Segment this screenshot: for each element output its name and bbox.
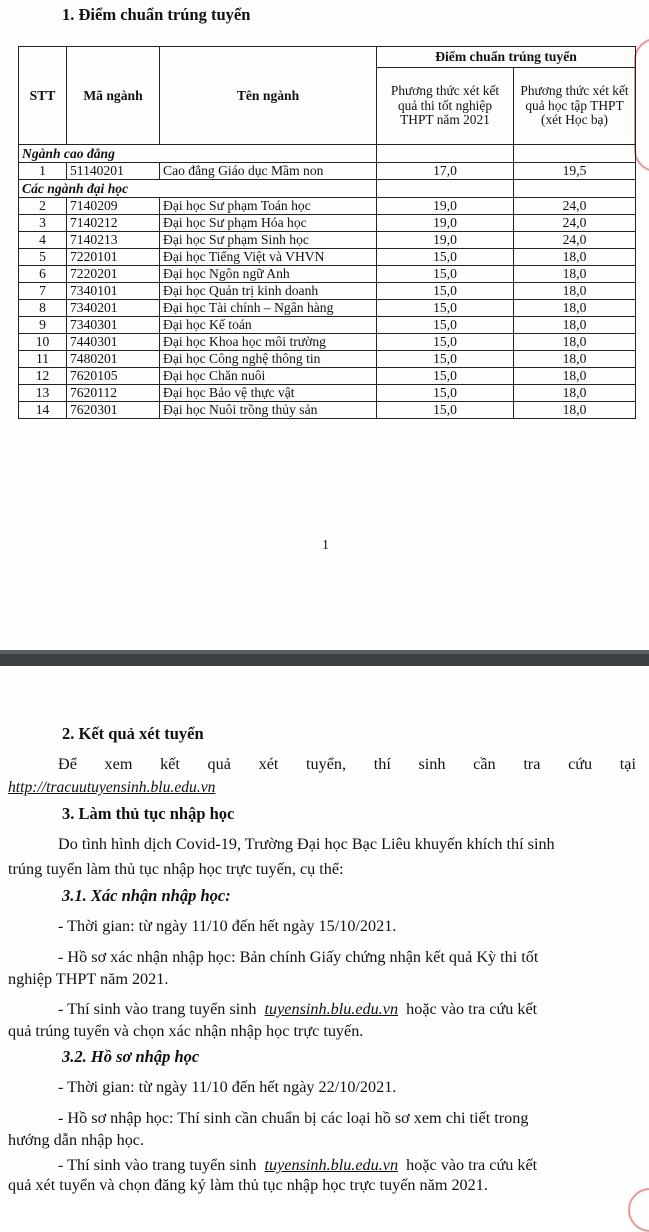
cell-code: 7620105 xyxy=(67,368,160,385)
cell-stt: 3 xyxy=(19,215,67,232)
subsection-3-2-visit-line2: quả xét tuyển và chọn đăng ký làm thủ tục nhập học trực tuyến năm 2021. xyxy=(8,1176,488,1194)
page-number: 1 xyxy=(322,538,329,553)
cell-code: 7480201 xyxy=(67,351,160,368)
empty-cell xyxy=(514,180,636,198)
table-row xyxy=(19,334,636,351)
paragraph-word: cần xyxy=(473,755,496,773)
cell-score-transcript: 24,0 xyxy=(514,215,636,232)
table-row xyxy=(19,317,636,334)
cell-code: 7140209 xyxy=(67,198,160,215)
cell-score-transcript: 19,5 xyxy=(514,163,636,180)
col-header-method-transcript: Phương thức xét kết quả học tập THPT (xét Học bạ) xyxy=(514,68,636,145)
cell-code: 7140213 xyxy=(67,232,160,249)
cell-name: Đại học Nuôi trồng thủy sản xyxy=(160,402,377,419)
subsection-3-2-time: - Thời gian: từ ngày 11/10 đến hết ngày 22/10/2021. xyxy=(58,1078,397,1096)
subsection-3-2-heading: 3.2. Hồ sơ nhập học xyxy=(62,1047,200,1066)
cell-stt: 1 xyxy=(19,163,67,180)
page-separator xyxy=(0,650,649,666)
cell-score-transcript: 18,0 xyxy=(514,368,636,385)
subsection-3-2-docs-line1: - Hồ sơ nhập học: Thí sinh cần chuẩn bị các loại hồ sơ xem chi tiết trong xyxy=(58,1109,529,1127)
section-2-heading: 2. Kết quả xét tuyển xyxy=(62,724,204,743)
cell-stt: 9 xyxy=(19,317,67,334)
paragraph-word: xem xyxy=(104,755,133,773)
cell-score-exam: 19,0 xyxy=(377,215,514,232)
paragraph-word: xét xyxy=(258,755,279,773)
cell-name: Đại học Ngôn ngữ Anh xyxy=(160,266,377,283)
cell-name: Đại học Tài chính – Ngân hàng xyxy=(160,300,377,317)
table-row xyxy=(19,198,636,215)
group-row xyxy=(19,145,636,163)
admission-site-link[interactable]: tuyensinh.blu.edu.vn xyxy=(264,1000,399,1018)
cell-score-exam: 15,0 xyxy=(377,266,514,283)
table-row xyxy=(19,300,636,317)
table-row xyxy=(19,385,636,402)
cell-score-exam: 15,0 xyxy=(377,368,514,385)
lookup-link[interactable]: http://tracuutuyensinh.blu.edu.vn xyxy=(8,779,216,796)
table-row xyxy=(19,351,636,368)
visit-text-pre: - Thí sinh vào trang tuyển sinh xyxy=(58,1000,257,1018)
paragraph-word: kết xyxy=(160,755,180,773)
cell-code: 7220101 xyxy=(67,249,160,266)
col-header-method-exam: Phương thức xét kết quả thi tốt nghiệp THPT năm 2021 xyxy=(377,68,514,145)
cell-stt: 11 xyxy=(19,351,67,368)
paragraph-word: thí xyxy=(373,755,391,773)
subsection-3-1-time: - Thời gian: từ ngày 11/10 đến hết ngày 15/10/2021. xyxy=(58,917,397,935)
cell-name: Đại học Bảo vệ thực vật xyxy=(160,385,377,402)
cell-score-transcript: 18,0 xyxy=(514,334,636,351)
cell-score-exam: 15,0 xyxy=(377,402,514,419)
subsection-3-1-heading: 3.1. Xác nhận nhập học: xyxy=(62,886,231,905)
cell-name: Đại học Sư phạm Sinh học xyxy=(160,232,377,249)
cell-stt: 14 xyxy=(19,402,67,419)
paragraph-word: cứu xyxy=(568,755,593,773)
cell-score-exam: 15,0 xyxy=(377,351,514,368)
cell-score-exam: 19,0 xyxy=(377,232,514,249)
cell-stt: 2 xyxy=(19,198,67,215)
paragraph-word: tra xyxy=(523,755,541,773)
col-header-stt: STT xyxy=(19,47,67,145)
table-row xyxy=(19,163,636,180)
admission-site-link[interactable]: tuyensinh.blu.edu.vn xyxy=(264,1156,399,1174)
empty-cell xyxy=(514,145,636,163)
cell-score-transcript: 18,0 xyxy=(514,317,636,334)
subsection-3-1-docs-line1: - Hồ sơ xác nhận nhập học: Bản chính Giấy chứng nhận kết quả Kỳ thi tốt xyxy=(58,948,539,966)
cell-stt: 4 xyxy=(19,232,67,249)
cell-code: 7220201 xyxy=(67,266,160,283)
col-header-name: Tên ngành xyxy=(160,47,377,145)
cell-score-transcript: 18,0 xyxy=(514,300,636,317)
section-2-paragraph-line xyxy=(58,755,636,774)
subsection-3-2-visit-line1 xyxy=(58,1156,537,1175)
cell-code: 51140201 xyxy=(67,163,160,180)
subsection-3-1-visit-line1 xyxy=(58,1000,537,1019)
cell-code: 7440301 xyxy=(67,334,160,351)
visit-text-pre: - Thí sinh vào trang tuyển sinh xyxy=(58,1156,257,1174)
admission-scores-table xyxy=(18,46,636,419)
table-row xyxy=(19,402,636,419)
cell-score-transcript: 18,0 xyxy=(514,402,636,419)
cell-code: 7620112 xyxy=(67,385,160,402)
cell-stt: 13 xyxy=(19,385,67,402)
cell-name: Đại học Công nghệ thông tin xyxy=(160,351,377,368)
group-label: Các ngành đại học xyxy=(19,180,377,198)
cell-name: Đại học Kế toán xyxy=(160,317,377,334)
cell-code: 7340101 xyxy=(67,283,160,300)
col-header-score-group: Điểm chuẩn trúng tuyển xyxy=(377,47,636,68)
table-row xyxy=(19,283,636,300)
cell-code: 7620301 xyxy=(67,402,160,419)
cell-name: Đại học Quản trị kinh doanh xyxy=(160,283,377,300)
cell-name: Đại học Khoa học môi trường xyxy=(160,334,377,351)
paragraph-word: tại xyxy=(619,755,636,773)
cell-stt: 7 xyxy=(19,283,67,300)
cell-stt: 8 xyxy=(19,300,67,317)
cell-code: 7340201 xyxy=(67,300,160,317)
cell-name: Cao đẳng Giáo dục Mầm non xyxy=(160,163,377,180)
section-1-heading: 1. Điểm chuẩn trúng tuyển xyxy=(62,5,251,24)
visit-text-post: hoặc vào tra cứu kết xyxy=(406,1156,538,1174)
cell-code: 7140212 xyxy=(67,215,160,232)
cell-score-transcript: 18,0 xyxy=(514,351,636,368)
cell-score-exam: 17,0 xyxy=(377,163,514,180)
group-row xyxy=(19,180,636,198)
cell-name: Đại học Chăn nuôi xyxy=(160,368,377,385)
table-row xyxy=(19,215,636,232)
empty-cell xyxy=(377,180,514,198)
cell-score-transcript: 18,0 xyxy=(514,283,636,300)
cell-stt: 12 xyxy=(19,368,67,385)
empty-cell xyxy=(377,145,514,163)
cell-score-exam: 19,0 xyxy=(377,198,514,215)
cell-stt: 10 xyxy=(19,334,67,351)
cell-name: Đại học Tiếng Việt và VHVN xyxy=(160,249,377,266)
section-3-heading: 3. Làm thủ tục nhập học xyxy=(62,804,235,823)
table-row xyxy=(19,368,636,385)
cell-stt: 5 xyxy=(19,249,67,266)
table-row xyxy=(19,266,636,283)
cell-score-exam: 15,0 xyxy=(377,300,514,317)
table-row xyxy=(19,232,636,249)
section-3-intro-line1: Do tình hình dịch Covid-19, Trường Đại học Bạc Liêu khuyến khích thí sinh xyxy=(58,835,555,853)
red-seal-stamp xyxy=(634,38,649,172)
document-page-2 xyxy=(0,666,649,1200)
section-3-intro-line2: trúng tuyển làm thủ tục nhập học trực tuyến, cụ thể: xyxy=(8,860,344,878)
cell-score-exam: 15,0 xyxy=(377,249,514,266)
cell-score-exam: 15,0 xyxy=(377,283,514,300)
visit-text-post: hoặc vào tra cứu kết xyxy=(406,1000,538,1018)
paragraph-word: quả xyxy=(207,755,231,773)
cell-score-exam: 15,0 xyxy=(377,334,514,351)
col-header-code: Mã ngành xyxy=(67,47,160,145)
subsection-3-1-docs-line2: nghiệp THPT năm 2021. xyxy=(8,970,169,988)
subsection-3-2-docs-line2: hướng dẫn nhập học. xyxy=(8,1131,145,1149)
cell-name: Đại học Sư phạm Hóa học xyxy=(160,215,377,232)
group-label: Ngành cao đẳng xyxy=(19,145,377,163)
subsection-3-1-visit-line2: quả trúng tuyển và chọn xác nhận nhập học trực tuyến. xyxy=(8,1022,364,1040)
cell-stt: 6 xyxy=(19,266,67,283)
paragraph-word: Để xyxy=(58,755,77,773)
paragraph-word: tuyển, xyxy=(306,755,347,773)
cell-score-transcript: 18,0 xyxy=(514,249,636,266)
cell-score-transcript: 24,0 xyxy=(514,198,636,215)
table-body xyxy=(19,145,636,419)
table-row xyxy=(19,249,636,266)
cell-score-transcript: 24,0 xyxy=(514,232,636,249)
paragraph-word: sinh xyxy=(418,755,446,773)
cell-code: 7340301 xyxy=(67,317,160,334)
cell-score-transcript: 18,0 xyxy=(514,385,636,402)
cell-score-exam: 15,0 xyxy=(377,317,514,334)
cell-score-exam: 15,0 xyxy=(377,385,514,402)
cell-name: Đại học Sư phạm Toán học xyxy=(160,198,377,215)
cell-score-transcript: 18,0 xyxy=(514,266,636,283)
